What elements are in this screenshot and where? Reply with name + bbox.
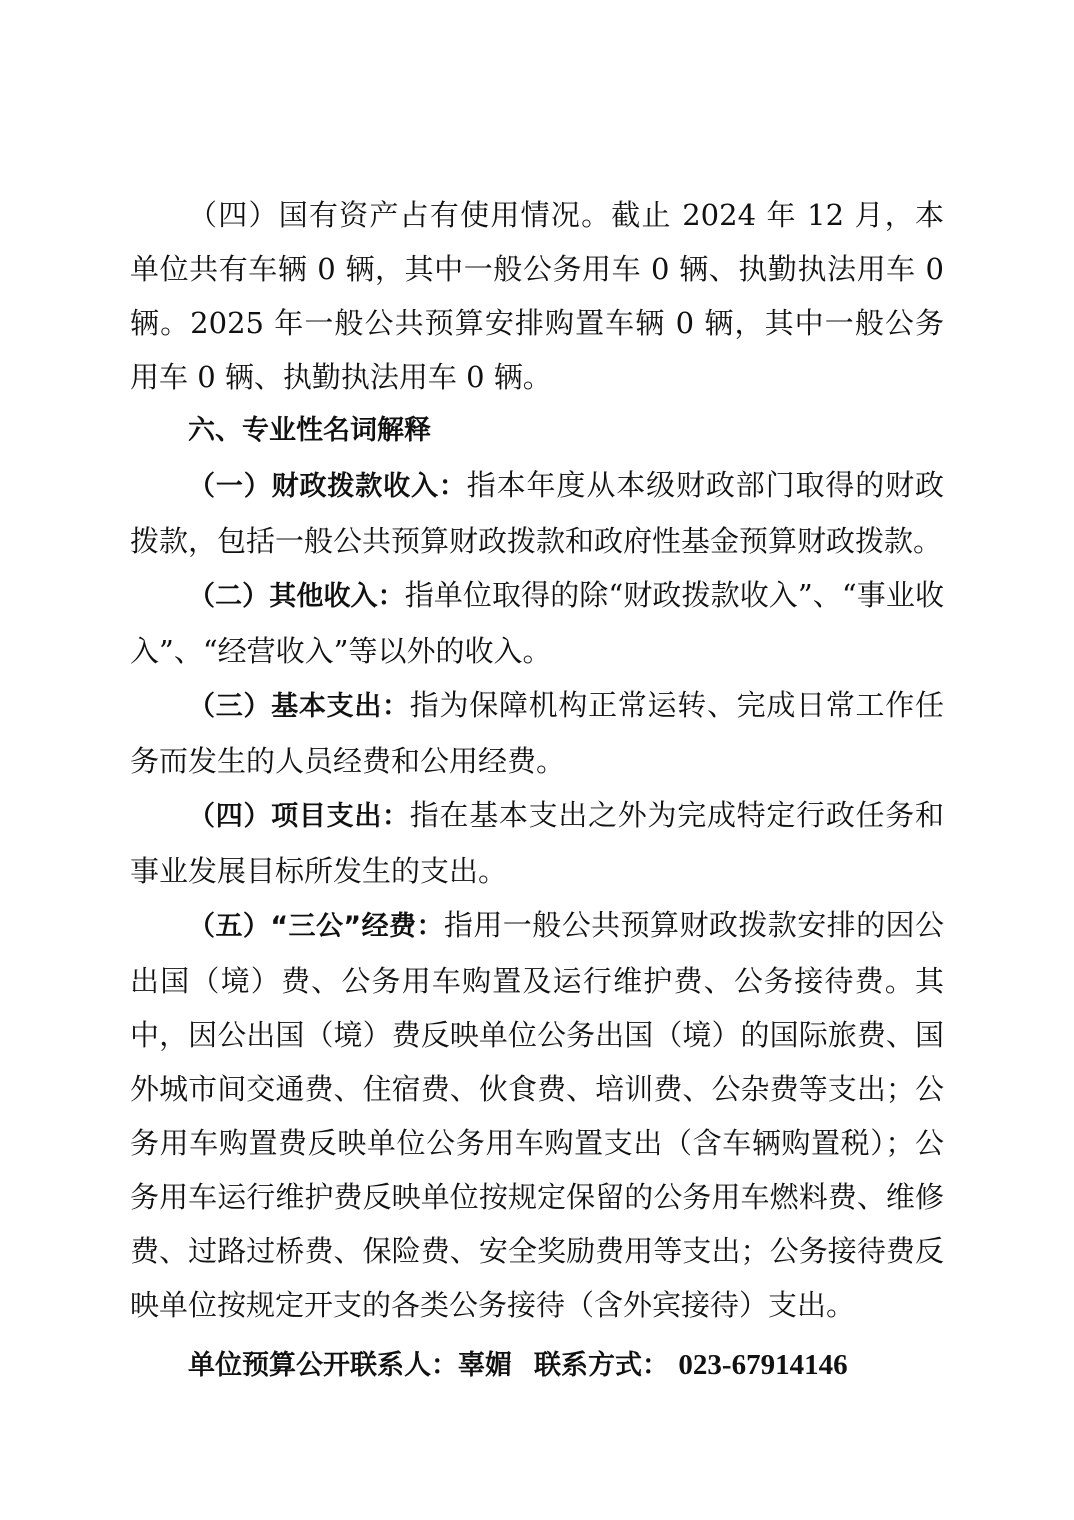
term-label: （二）其他收入：: [188, 581, 405, 612]
asset-usage-paragraph: （四）国有资产占有使用情况。截止 2024 年 12 月，本单位共有车辆 0 辆，其中一般公务用车 0 辆、执勤执法用车 0 辆。2025 年一般公共预算安排购置车辆 0 辆，其中一般公务用车 0 辆、执勤执法用车 0 辆。: [130, 198, 944, 394]
term-paragraph: [130, 788, 944, 898]
contact-person-name: 辜媚: [458, 1350, 512, 1381]
document-body: [130, 188, 944, 1393]
contact-line: [130, 1338, 944, 1393]
contact-method-label: 联系方式：: [534, 1350, 669, 1381]
section-heading: 六、专业性名词解释: [188, 415, 431, 446]
term-label: （三）基本支出：: [188, 691, 410, 722]
term-paragraph: [130, 898, 944, 1332]
contact-phone: 023-67914146: [678, 1349, 848, 1381]
term-paragraph: [130, 458, 944, 568]
term-label: （五）“三公”经费：: [188, 911, 444, 942]
term-paragraph: [130, 568, 944, 678]
term-label: （四）项目支出：: [188, 801, 410, 832]
term-definition: 指单位取得的除“财政拨款收入”、“事业收入”、“经营收入”等以外的收入。: [130, 578, 944, 668]
term-label: （一）财政拨款收入：: [188, 471, 467, 502]
term-paragraph: [130, 678, 944, 788]
contact-person-label: 单位预算公开联系人：: [188, 1350, 458, 1381]
term-definition: 指在基本支出之外为完成特定行政任务和事业发展目标所发生的支出。: [130, 798, 944, 888]
term-definition: 指为保障机构正常运转、完成日常工作任务而发生的人员经费和公用经费。: [130, 688, 944, 778]
term-definition: 指本年度从本级财政部门取得的财政拨款，包括一般公共预算财政拨款和政府性基金预算财政拨款。: [130, 468, 944, 558]
term-definition: 指用一般公共预算财政拨款安排的因公出国（境）费、公务用车购置及运行维护费、公务接待费。其中，因公出国（境）费反映单位公务出国（境）的国际旅费、国外城市间交通费、住宿费、伙食费、培训费、公杂费等支出；公务用车购置费反映单位公务用车购置支出（含车辆购置税）；公务用车运行维护费反映单位按规定保留的公务用车燃料费、维修费、过路过桥费、保险费、安全奖励费用等支出；公务接待费反映单位按规定开支的各类公务接待（含外宾接待）支出。: [130, 908, 944, 1322]
